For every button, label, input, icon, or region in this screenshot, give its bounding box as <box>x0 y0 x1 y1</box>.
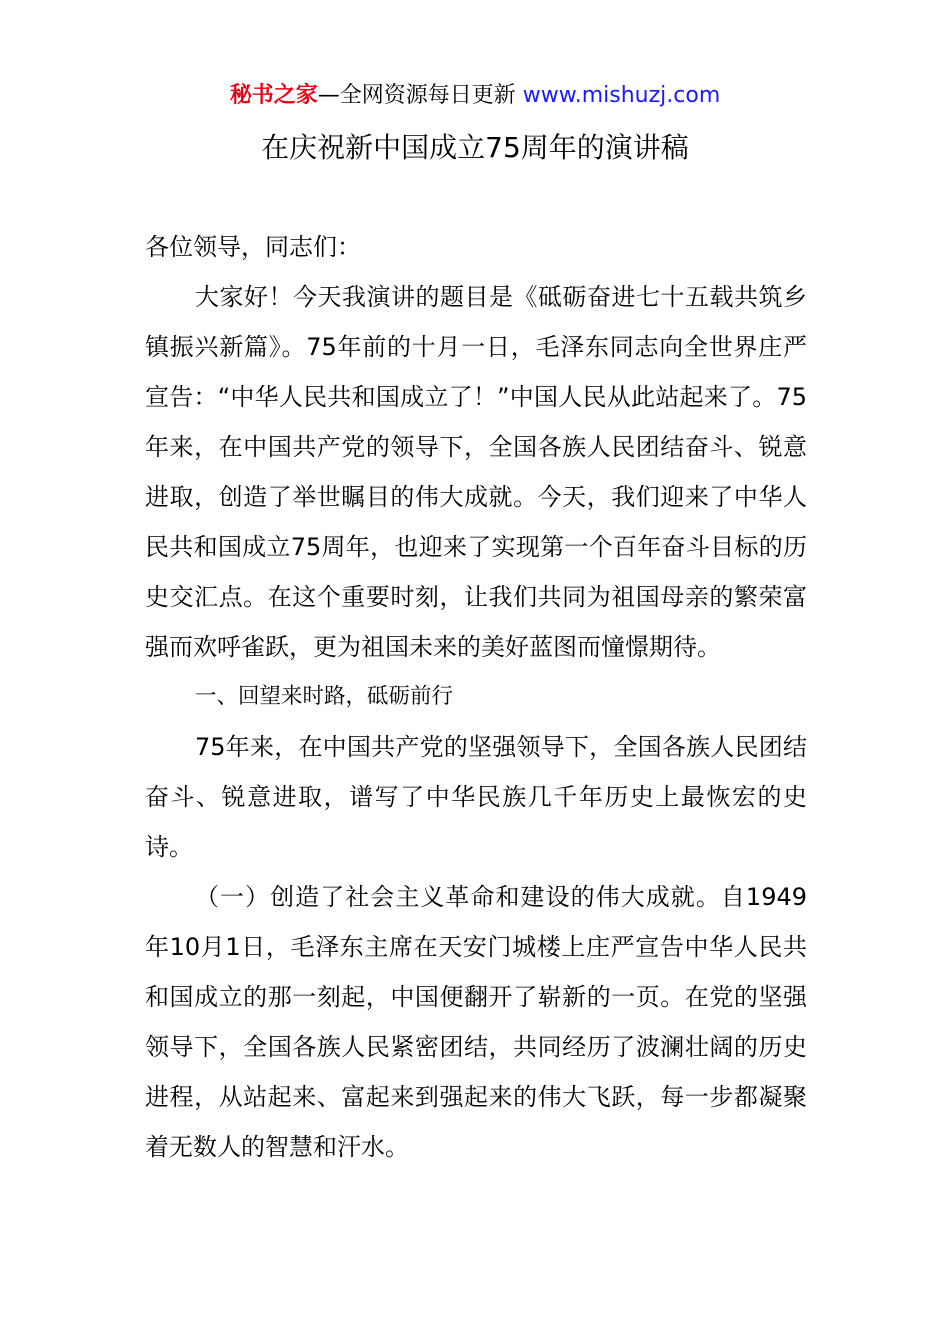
document-title: 在庆祝新中国成立75周年的演讲稿 <box>261 131 689 164</box>
paragraph-subsection-1: （一）创造了社会主义革命和建设的伟大成就。自1949年10月1日，毛泽东主席在天安门城楼上庄严宣告中华人民共和国成立的那一刻起，中国便翻开了崭新的一页。在党的坚强领导下，全国各族人民紧密团结，共同经历了波澜壮阔的历史进程，从站起来、富起来到强起来的伟大飞跃，每一步都凝聚着无数人的智慧和汗水。 <box>145 883 807 1161</box>
document-body <box>145 222 807 1172</box>
site-header <box>0 80 950 112</box>
paragraph-section-intro: 75年来，在中国共产党的坚强领导下，全国各族人民团结奋斗、锐意进取，谱写了中华民族几千年历史上最恢宏的史诗。 <box>145 733 807 861</box>
paragraph-intro: 大家好！今天我演讲的题目是《砥砺奋进七十五载共筑乡镇振兴新篇》。75年前的十月一日，毛泽东同志向全世界庄严宣告：“中华人民共和国成立了！”中国人民从此站起来了。75年来，在中国共产党的领导下，全国各族人民团结奋斗、锐意进取，创造了举世瞩目的伟大成就。今天，我们迎来了中华人民共和国成立75周年，也迎来了实现第一个百年奋斗目标的历史交汇点。在这个重要时刻，让我们共同为祖国母亲的繁荣富强而欢呼雀跃，更为祖国未来的美好蓝图而憧憬期待。 <box>145 283 807 661</box>
section-heading: 一、回望来时路，砥砺前行 <box>195 684 454 709</box>
salutation: 各位领导，同志们： <box>145 233 361 261</box>
site-url-link[interactable]: www.mishuzj.com <box>522 83 721 108</box>
brand-name: 秘书之家 <box>229 83 318 108</box>
header-tagline: —全网资源每日更新 <box>317 83 523 108</box>
